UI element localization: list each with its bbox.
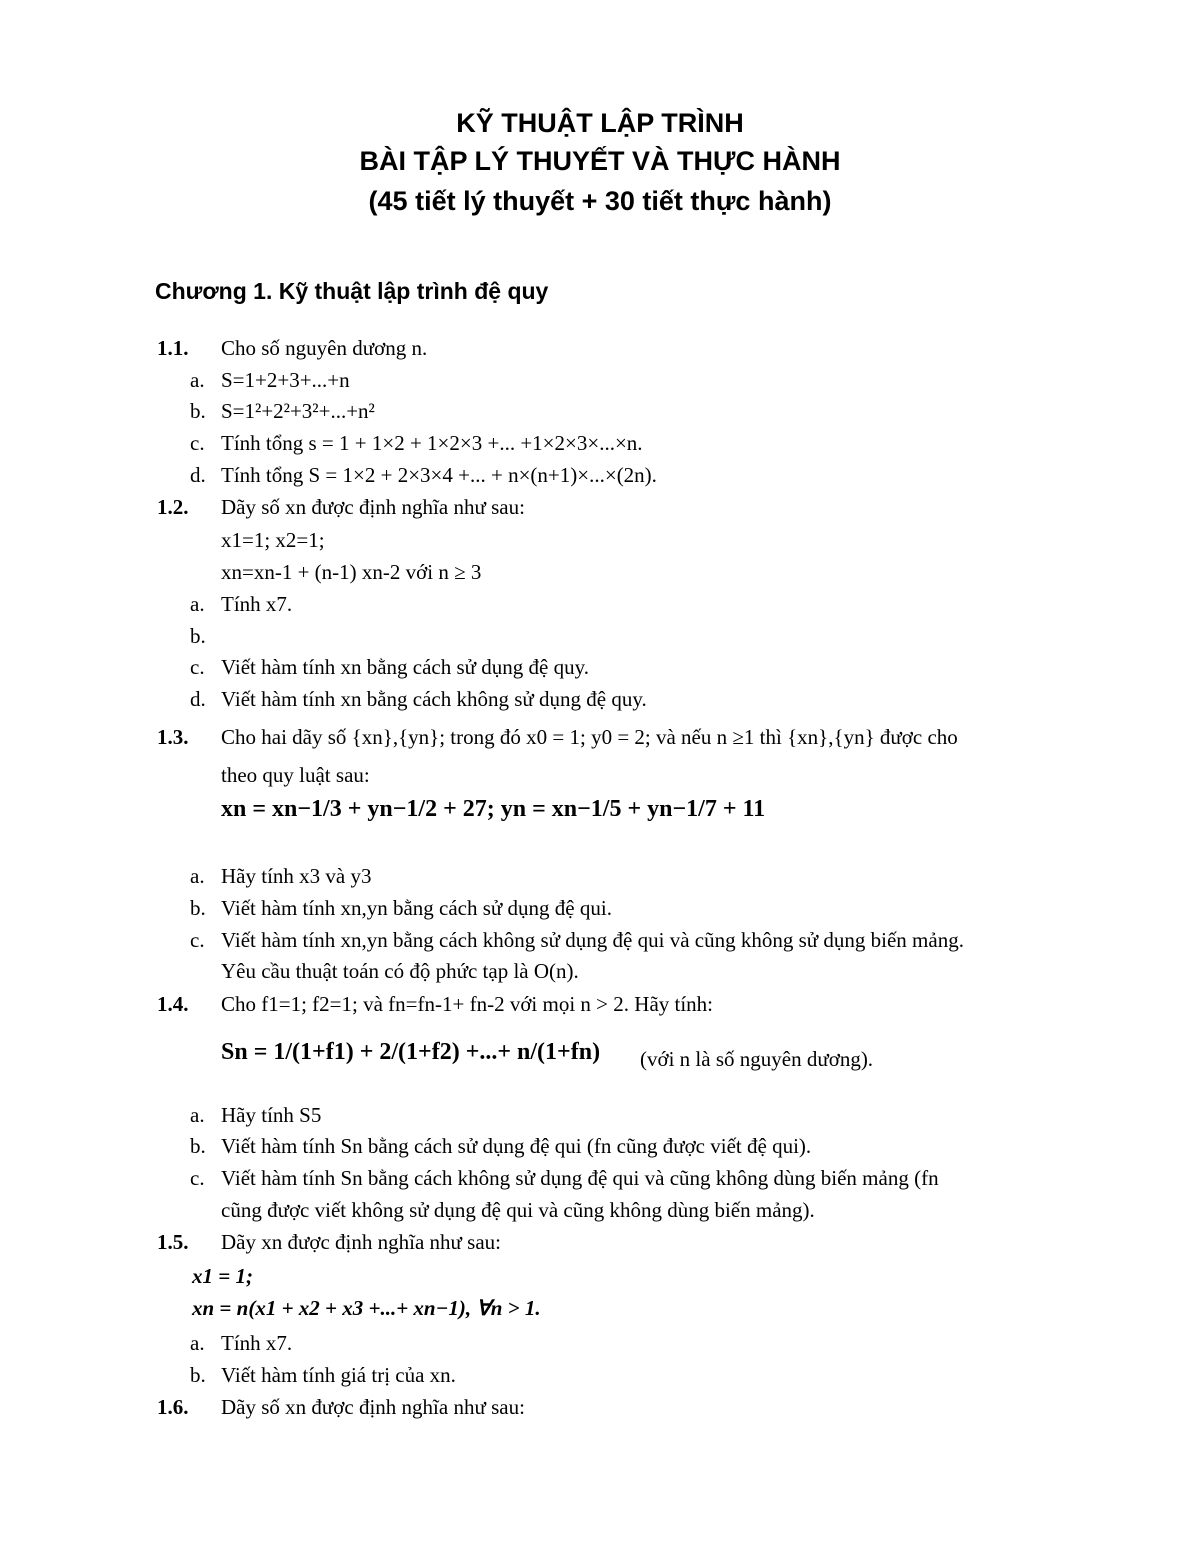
definition-line: xn = n(x1 + x2 + x3 +...+ xn−1), ∀n > 1. bbox=[192, 1296, 541, 1320]
item-letter: d. bbox=[190, 687, 206, 711]
exercise-intro-cont: theo quy luật sau: bbox=[221, 763, 370, 787]
exercise-number: 1.4. bbox=[157, 992, 189, 1016]
exercise-number: 1.3. bbox=[157, 725, 189, 749]
item-letter: c. bbox=[190, 431, 205, 455]
item-letter: b. bbox=[190, 624, 206, 648]
exercise-number: 1.5. bbox=[157, 1230, 189, 1254]
item-text: Viết hàm tính Sn bằng cách sử dụng đệ qui (fn cũng được viết đệ qui). bbox=[221, 1134, 812, 1158]
item-text: Viết hàm tính Sn bằng cách không sử dụng đệ qui và cũng không dùng biến mảng (fn bbox=[221, 1166, 939, 1190]
exercise-intro: Dãy số xn được định nghĩa như sau: bbox=[221, 495, 525, 519]
doc-title-line2: BÀI TẬP LÝ THUYẾT VÀ THỰC HÀNH bbox=[359, 146, 841, 176]
item-letter: a. bbox=[190, 1331, 205, 1355]
exercise-number: 1.2. bbox=[157, 495, 189, 519]
item-text: Viết hàm tính giá trị của xn. bbox=[221, 1363, 456, 1387]
item-text: Tính x7. bbox=[221, 1331, 293, 1355]
item-letter: a. bbox=[190, 592, 205, 616]
chapter-heading: Chương 1. Kỹ thuật lập trình đệ quy bbox=[155, 278, 549, 304]
item-text: Tính tổng s = 1 + 1×2 + 1×2×3 +... +1×2×3×...×n. bbox=[221, 431, 643, 455]
exercise-intro: Cho hai dãy số {xn},{yn}; trong đó x0 = 1; y0 = 2; và nếu n ≥1 thì {xn},{yn} được cho bbox=[221, 725, 958, 749]
item-text-cont: Yêu cầu thuật toán có độ phức tạp là O(n). bbox=[221, 959, 579, 983]
item-text: Viết hàm tính xn,yn bằng cách sử dụng đệ qui. bbox=[221, 896, 612, 920]
doc-title-line3: (45 tiết lý thuyết + 30 tiết thực hành) bbox=[368, 186, 832, 216]
exercise-intro: Cho f1=1; f2=1; và fn=fn-1+ fn-2 với mọi n > 2. Hãy tính: bbox=[221, 992, 714, 1016]
item-text: Hãy tính S5 bbox=[221, 1103, 322, 1127]
item-letter: c. bbox=[190, 928, 205, 952]
item-letter: b. bbox=[190, 1363, 206, 1387]
item-letter: b. bbox=[190, 399, 206, 423]
item-letter: c. bbox=[190, 655, 205, 679]
item-text: Viết hàm tính xn,yn bằng cách không sử dụng đệ qui và cũng không sử dụng biến mảng. bbox=[221, 928, 964, 952]
item-letter: d. bbox=[190, 463, 206, 487]
exercise-number: 1.6. bbox=[157, 1395, 189, 1419]
item-text: Tính tổng S = 1×2 + 2×3×4 +... + n×(n+1)×...×(2n). bbox=[221, 463, 657, 487]
item-letter: a. bbox=[190, 864, 205, 888]
exercise-intro: Dãy số xn được định nghĩa như sau: bbox=[221, 1395, 525, 1419]
item-text-cont: cũng được viết không sử dụng đệ qui và cũng không dùng biến mảng). bbox=[221, 1198, 815, 1222]
definition-line: x1=1; x2=1; bbox=[221, 528, 325, 552]
item-letter: b. bbox=[190, 896, 206, 920]
item-text: S=1+2+3+...+n bbox=[221, 368, 350, 392]
item-text: Viết hàm tính xn bằng cách không sử dụng đệ quy. bbox=[221, 687, 647, 711]
exercise-intro: Dãy xn được định nghĩa như sau: bbox=[221, 1230, 501, 1254]
definition-line: x1 = 1; bbox=[192, 1264, 253, 1288]
exercise-intro: Cho số nguyên dương n. bbox=[221, 336, 428, 360]
item-text: Viết hàm tính xn bằng cách sử dụng đệ quy. bbox=[221, 655, 590, 679]
definition-line: xn=xn-1 + (n-1) xn-2 với n ≥ 3 bbox=[221, 560, 482, 584]
item-letter: a. bbox=[190, 1103, 205, 1127]
item-letter: a. bbox=[190, 368, 205, 392]
exercise-number: 1.1. bbox=[157, 336, 189, 360]
item-letter: c. bbox=[190, 1166, 205, 1190]
item-letter: b. bbox=[190, 1134, 206, 1158]
item-text: Hãy tính x3 và y3 bbox=[221, 864, 372, 888]
item-text: Tính x7. bbox=[221, 592, 293, 616]
formula-xn-yn: xn = xn−1/3 + yn−1/2 + 27; yn = xn−1/5 + yn−1/7 + 11 bbox=[221, 796, 766, 822]
formula-sn: Sn = 1/(1+f1) + 2/(1+f2) +...+ n/(1+fn) bbox=[221, 1039, 601, 1065]
formula-note: (với n là số nguyên dương). bbox=[640, 1047, 874, 1071]
item-text: S=1²+2²+3²+...+n² bbox=[221, 399, 375, 423]
doc-title-line1: KỸ THUẬT LẬP TRÌNH bbox=[456, 108, 744, 138]
